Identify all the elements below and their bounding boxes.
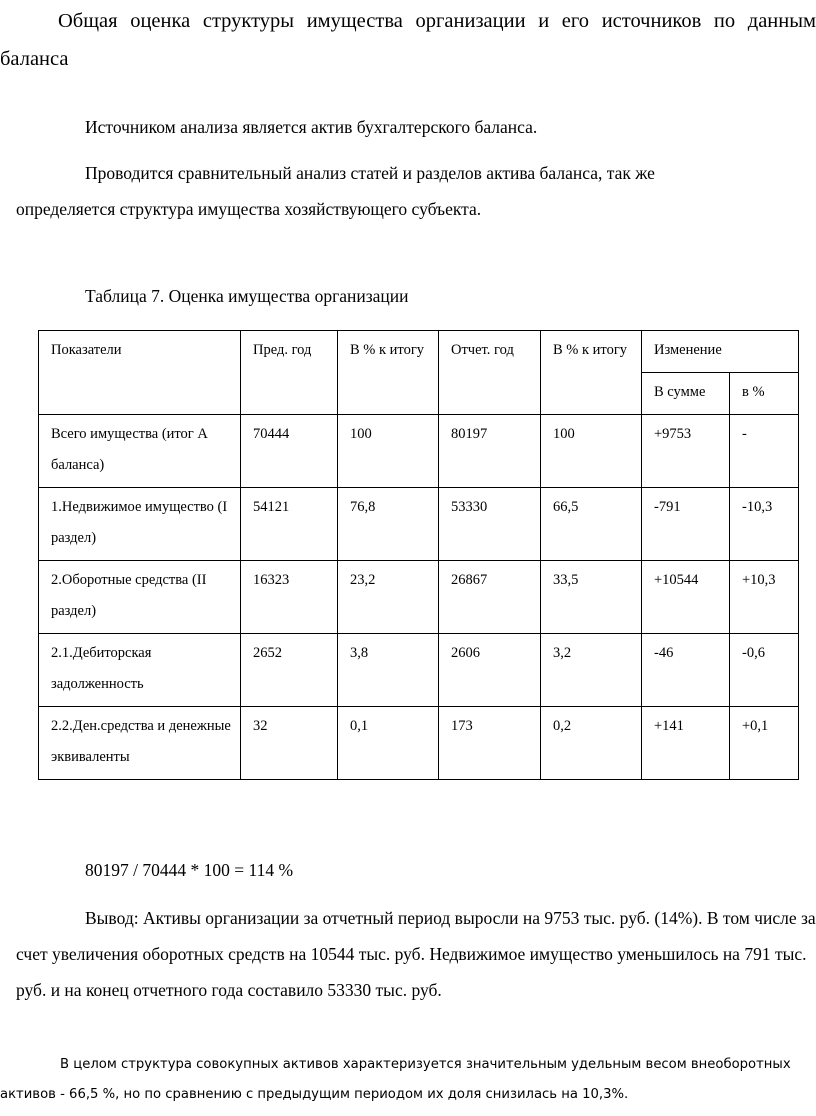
row-curr: 173 xyxy=(439,707,541,780)
header-prev-year: Пред. год xyxy=(241,331,338,415)
header-curr-year: Отчет. год xyxy=(439,331,541,415)
row-prev-pct: 3,8 xyxy=(338,634,439,707)
header-curr-percent: В % к итогу xyxy=(541,331,642,415)
row-name: 2.1.Дебиторская задолженность xyxy=(39,634,241,707)
row-curr: 2606 xyxy=(439,634,541,707)
row-prev-pct: 76,8 xyxy=(338,488,439,561)
assets-table xyxy=(38,330,799,780)
row-name: 2.Оборотные средства (II раздел) xyxy=(39,561,241,634)
row-diff: -791 xyxy=(642,488,730,561)
table-row xyxy=(39,634,799,707)
row-curr-pct: 100 xyxy=(541,415,642,488)
row-diff-pct: -10,3 xyxy=(730,488,799,561)
row-diff: +141 xyxy=(642,707,730,780)
row-curr-pct: 3,2 xyxy=(541,634,642,707)
row-diff: +10544 xyxy=(642,561,730,634)
row-curr-pct: 0,2 xyxy=(541,707,642,780)
header-indicators: Показатели xyxy=(39,331,241,415)
conclusion-paragraph: Вывод: Активы организации за отчетный период выросли на 9753 тыс. руб. (14%). В том числе за счет увеличения оборотных средств на 10544 тыс. руб. Недвижимое имущество уменьшилось на 791 тыс. руб. и на конец отчетного года составило 53330 тыс. руб. xyxy=(16,908,816,1000)
table-row xyxy=(39,707,799,780)
compare-paragraph-line1: Проводится сравнительный анализ статей и разделов актива баланса, так же xyxy=(85,163,655,183)
row-curr: 80197 xyxy=(439,415,541,488)
table-row xyxy=(39,561,799,634)
table-row xyxy=(39,488,799,561)
header-change-percent: в % xyxy=(730,373,799,415)
row-diff-pct: +0,1 xyxy=(730,707,799,780)
row-curr: 26867 xyxy=(439,561,541,634)
page-title: Общая оценка структуры имущества организации и его источников по данным баланса xyxy=(0,10,816,70)
row-name: Всего имущества (итог А баланса) xyxy=(39,415,241,488)
row-diff: -46 xyxy=(642,634,730,707)
row-prev-pct: 23,2 xyxy=(338,561,439,634)
row-curr-pct: 66,5 xyxy=(541,488,642,561)
row-name: 2.2.Ден.средства и денежные эквиваленты xyxy=(39,707,241,780)
row-prev-pct: 0,1 xyxy=(338,707,439,780)
compare-paragraph-line2: определяется структура имущества хозяйствующего субъекта. xyxy=(16,199,482,219)
table-caption: Таблица 7. Оценка имущества организации xyxy=(85,286,409,306)
source-paragraph: Источником анализа является актив бухгалтерского баланса. xyxy=(85,117,538,137)
header-change-sum: В сумме xyxy=(642,373,730,415)
row-prev: 16323 xyxy=(241,561,338,634)
row-prev-pct: 100 xyxy=(338,415,439,488)
row-prev: 2652 xyxy=(241,634,338,707)
row-curr: 53330 xyxy=(439,488,541,561)
row-prev: 70444 xyxy=(241,415,338,488)
row-prev: 32 xyxy=(241,707,338,780)
row-diff-pct: -0,6 xyxy=(730,634,799,707)
row-name: 1.Недвижимое имущество (I раздел) xyxy=(39,488,241,561)
growth-formula: 80197 / 70444 * 100 = 114 % xyxy=(85,860,294,880)
header-change: Изменение xyxy=(642,331,799,373)
table-header-row xyxy=(39,331,799,373)
table-row xyxy=(39,415,799,488)
row-diff-pct: - xyxy=(730,415,799,488)
row-diff: +9753 xyxy=(642,415,730,488)
summary-paragraph: В целом структура совокупных активов характеризуется значительным удельным весом внеоборотных активов - 66,5 %, но по сравнению с предыдущим периодом их доля снизилась на 10,3%. xyxy=(0,1057,791,1102)
header-prev-percent: В % к итогу xyxy=(338,331,439,415)
row-prev: 54121 xyxy=(241,488,338,561)
row-curr-pct: 33,5 xyxy=(541,561,642,634)
row-diff-pct: +10,3 xyxy=(730,561,799,634)
